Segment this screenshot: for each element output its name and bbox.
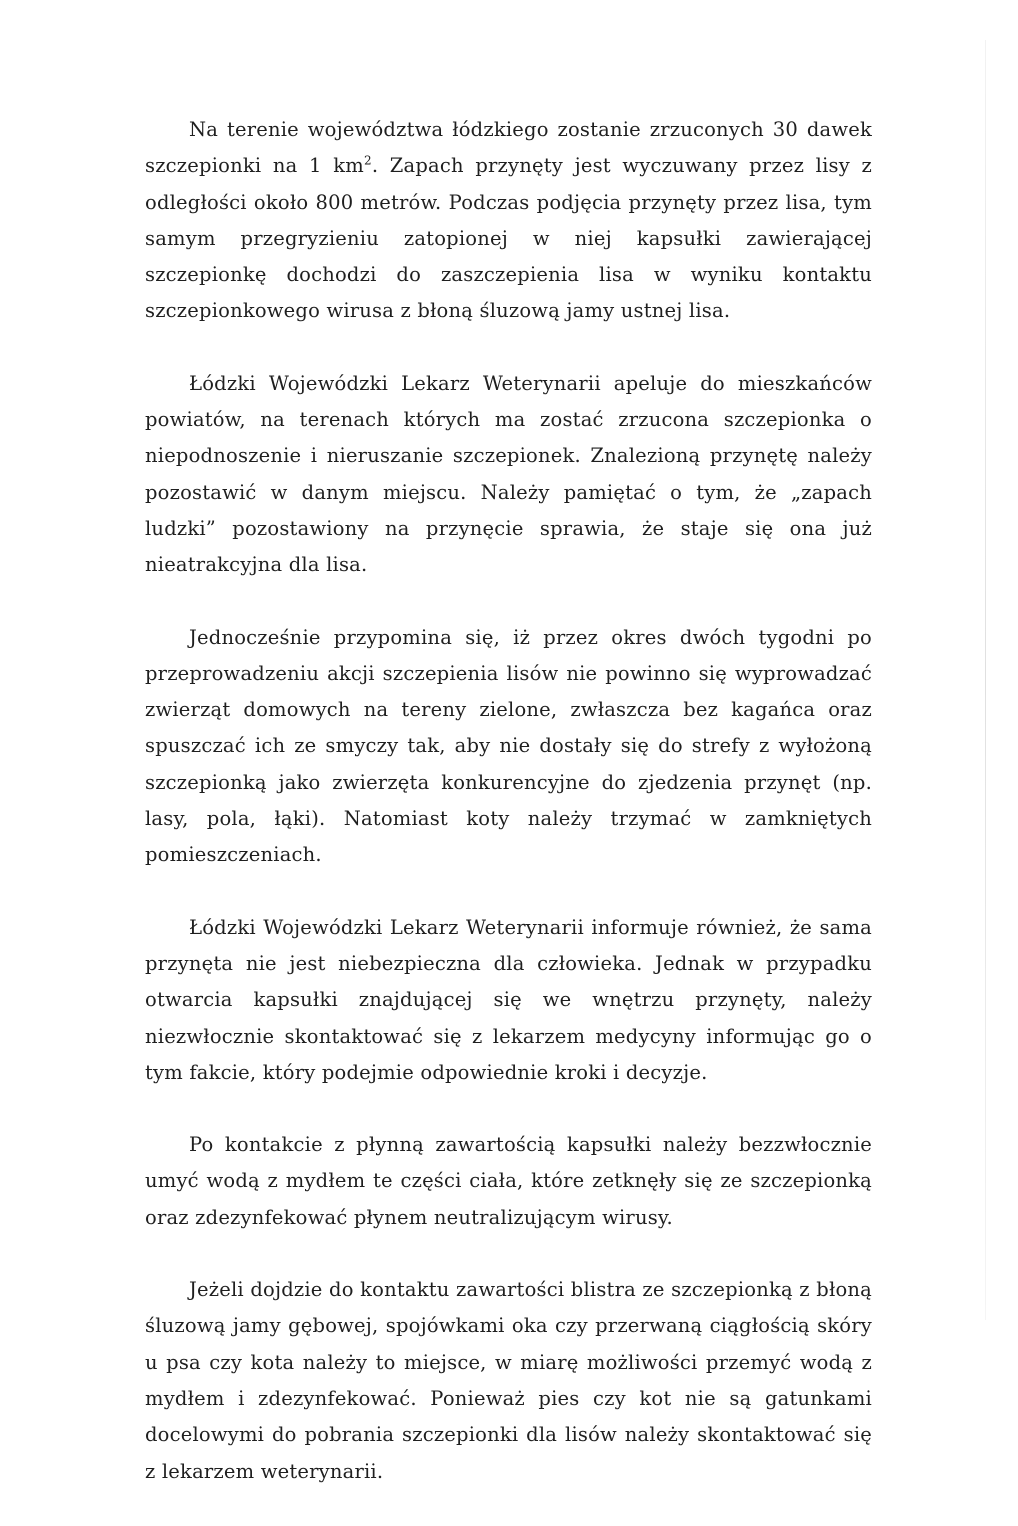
paragraph-contact-wash: Po kontakcie z płynną zawartością kapsułki należy bezzwłocznie umyć wodą z mydłem te części ciała, które zetknęły się ze szczepionką oraz zdezynfekować płynem neutralizującym wirusy. [145,1133,872,1229]
paragraph-pet-warning: Jednocześnie przypomina się, iż przez okres dwóch tygodni po przeprowadzeniu akcji szczepienia lisów nie powinno się wyprowadzać zwierząt domowych na tereny zielone, zwłaszcza bez kagańca oraz spuszczać ich ze smyczy tak, aby nie dostały się do strefy z wyłożoną szczepionką jako zwierzęta konkurencyjne do zjedzenia przynęt (np. lasy, pola, łąki). Natomiast koty należy trzymać w zamkniętych pomieszczeniach. [145,625,872,867]
paragraph-1-text-end: . Zapach przynęty jest wyczuwany przez lisy z odległości około 800 metrów. Podczas podjęcia przynęty przez lisa, tym samym przegryzieniu zatopionej w niej kapsułki zawierającej szczepionkę dochodzi do zaszczepienia lisa w wyniku kontaktu szczepionkowego wirusa z błoną śluzową jamy ustnej lisa. [145,154,872,323]
superscript-2: 2 [363,153,372,168]
paragraph-pet-contact: Jeżeli dojdzie do kontaktu zawartości blistra ze szczepionką z błoną śluzową jamy gębowej, spojówkami oka czy przerwaną ciągłością skóry u psa czy kota należy to miejsce, w miarę możliwości przemyć wodą z mydłem i zdezynfekować. Ponieważ pies czy kot nie są gatunkami docelowymi do pobrania szczepionki dla lisów należy skontaktować się z lekarzem weterynarii. [145,1278,872,1483]
paragraph-1-text-start: Na terenie województwa łódzkiego zostanie zrzuconych 30 dawek szczepionki na 1 km [145,118,872,178]
scan-edge-line [985,40,986,1320]
paragraph-appeal: Łódzki Wojewódzki Lekarz Weterynarii apeluje do mieszkańców powiatów, na terenach których ma zostać zrzucona szczepionka o niepodnoszenie i nieruszanie szczepionek. Znalezioną przynętę należy pozostawić w danym miejscu. Należy pamiętać o tym, że „zapach ludzki” pozostawiony na przynęcie sprawia, że staje się ona już nieatrakcyjna dla lisa. [145,371,872,577]
paragraph-vaccine-drop [145,112,872,330]
document-body [145,112,872,1526]
paragraph-human-safety: Łódzki Wojewódzki Lekarz Weterynarii informuje również, że sama przynęta nie jest niebezpieczna dla człowieka. Jednak w przypadku otwarcia kapsułki znajdującej się we wnętrzu przynęty, należy niezwłocznie skontaktować się z lekarzem medycyny informując go o tym fakcie, który podejmie odpowiednie kroki i decyzje. [145,915,872,1084]
